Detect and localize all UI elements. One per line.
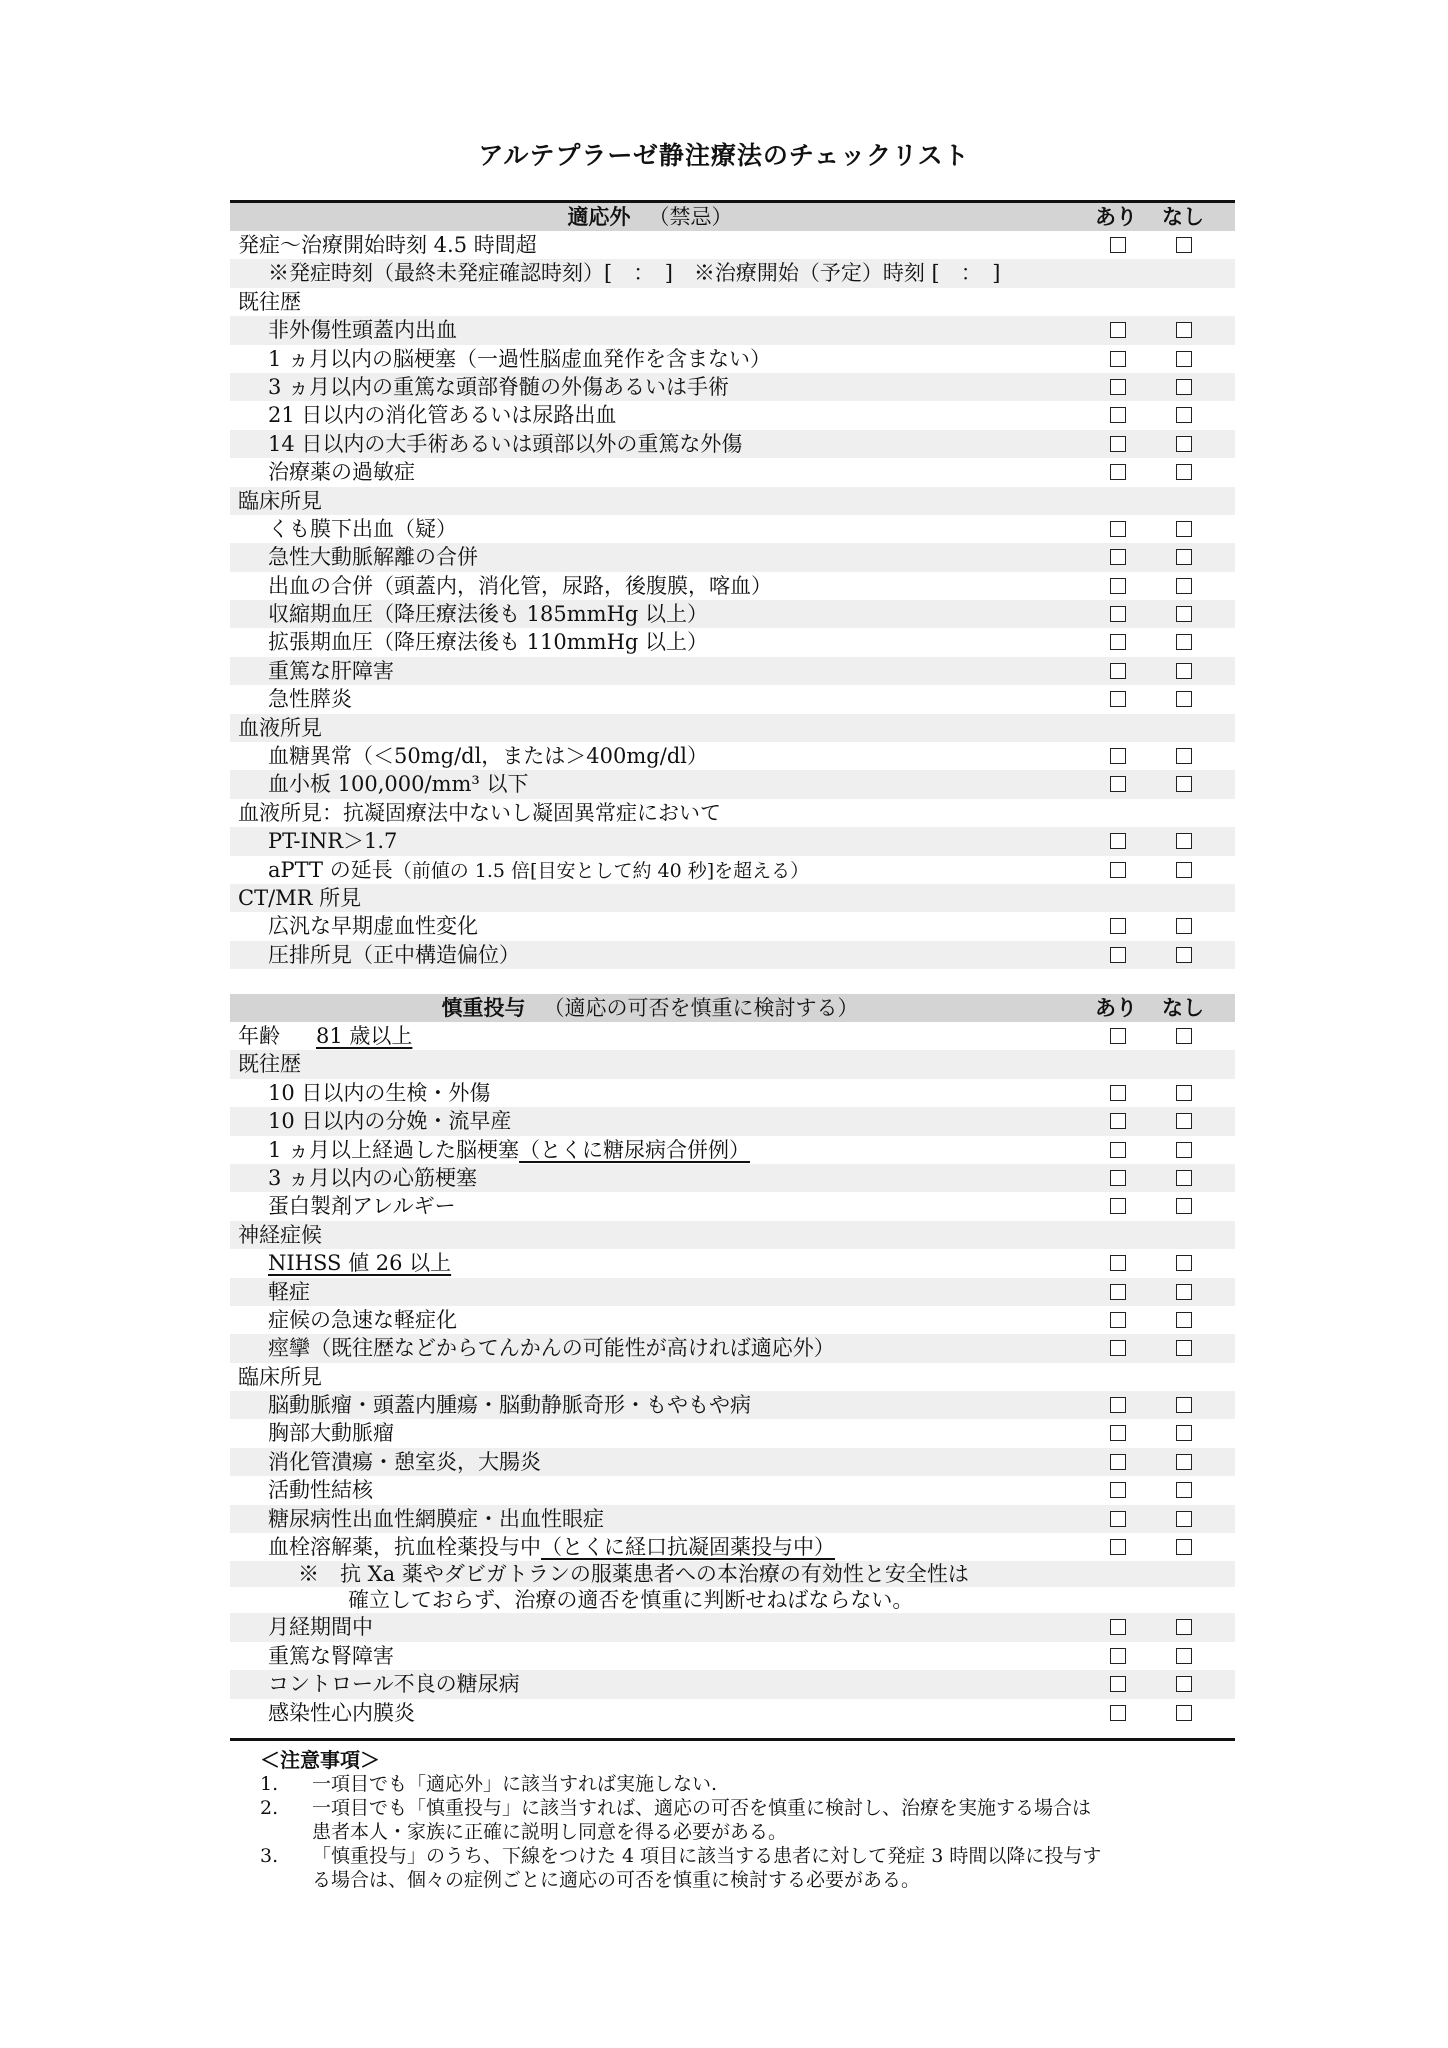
no-checkbox[interactable] xyxy=(1176,1705,1192,1721)
no-checkbox[interactable] xyxy=(1176,1085,1192,1101)
note-item xyxy=(230,1796,1240,1820)
yes-checkbox[interactable] xyxy=(1110,691,1126,707)
no-checkbox[interactable] xyxy=(1176,407,1192,423)
careful-administration-table xyxy=(230,994,1235,1727)
yes-checkbox[interactable] xyxy=(1110,237,1126,253)
row-label: 広汎な早期虚血性変化 xyxy=(268,914,478,939)
yes-checkbox[interactable] xyxy=(1110,776,1126,792)
no-checkbox[interactable] xyxy=(1176,379,1192,395)
checklist-row xyxy=(230,1136,1235,1164)
checklist-row xyxy=(230,401,1235,429)
category-row xyxy=(230,799,1235,827)
row-label: 10 日以内の生検・外傷 xyxy=(268,1080,491,1105)
checklist-row xyxy=(230,657,1235,685)
category-label: 血液所見 xyxy=(238,715,322,740)
anticoagulant-note-line xyxy=(230,1561,1235,1587)
careful-administration-header xyxy=(230,994,1235,1022)
yes-checkbox[interactable] xyxy=(1110,663,1126,679)
category-label: 年齢 xyxy=(238,1024,280,1048)
yes-checkbox[interactable] xyxy=(1110,748,1126,764)
checklist-row xyxy=(230,515,1235,543)
checklist-row xyxy=(230,345,1235,373)
no-checkbox[interactable] xyxy=(1176,1539,1192,1555)
no-checkbox[interactable] xyxy=(1176,1482,1192,1498)
note-number: 2. xyxy=(260,1797,279,1819)
note-text: 確立しておらず、治療の適否を慎重に判断せねばならない。 xyxy=(348,1588,914,1613)
row-label: 収縮期血圧（降圧療法後も 185mmHg 以上） xyxy=(268,602,709,627)
row-detail: （とくに経口抗凝固薬投与中） xyxy=(541,1535,835,1560)
category-label: CT/MR 所見 xyxy=(238,885,362,910)
page-title: アルテプラーゼ静注療法のチェックリスト xyxy=(478,141,970,170)
note-number: 1. xyxy=(260,1773,279,1795)
yes-checkbox[interactable] xyxy=(1110,407,1126,423)
row-label: 重篤な腎障害 xyxy=(268,1643,394,1668)
yes-checkbox[interactable] xyxy=(1110,1028,1126,1044)
checklist-row xyxy=(230,1533,1235,1561)
row-label: 重篤な肝障害 xyxy=(268,658,394,683)
row-label: 圧排所見（正中構造偏位） xyxy=(268,942,520,967)
category-label: 既往歴 xyxy=(238,289,301,314)
no-checkbox[interactable] xyxy=(1176,1142,1192,1158)
no-checkbox[interactable] xyxy=(1176,1511,1192,1527)
yes-checkbox[interactable] xyxy=(1110,1113,1126,1129)
no-checkbox[interactable] xyxy=(1176,322,1192,338)
yes-checkbox[interactable] xyxy=(1110,1648,1126,1664)
note-text: 「慎重投与」のうち、下線をつけた 4 項目に該当する患者に対して発症 3 時間以降に投与す xyxy=(312,1845,1102,1867)
yes-checkbox[interactable] xyxy=(1110,322,1126,338)
no-checkbox[interactable] xyxy=(1176,1198,1192,1214)
notes-section xyxy=(230,1748,1240,1892)
category-row xyxy=(230,714,1235,742)
section-title: 慎重投与 xyxy=(441,995,526,1020)
section-heading xyxy=(230,994,1070,1022)
no-checkbox[interactable] xyxy=(1176,237,1192,253)
row-label: 血糖異常（＜50mg/dl，または＞400mg/dl） xyxy=(268,744,708,769)
row-label: 痙攣（既往歴などからてんかんの可能性が高ければ適応外） xyxy=(268,1336,835,1361)
onset-time-row xyxy=(230,259,1235,287)
checklist-row xyxy=(230,572,1235,600)
yes-checkbox[interactable] xyxy=(1110,464,1126,480)
contraindication-rows xyxy=(230,231,1235,969)
note-text: 一項目でも「慎重投与」に該当すれば、適応の可否を慎重に検討し、治療を実施する場合は xyxy=(312,1797,1092,1819)
row-label: 軽症 xyxy=(268,1279,310,1304)
checklist-row xyxy=(230,1192,1235,1220)
row-label: 消化管潰瘍・憩室炎，大腸炎 xyxy=(268,1449,541,1474)
row-label: 急性大動脈解離の合併 xyxy=(268,545,478,570)
yes-checkbox[interactable] xyxy=(1110,862,1126,878)
checklist-row xyxy=(230,1079,1235,1107)
yes-checkbox[interactable] xyxy=(1110,1619,1126,1635)
category-label: 既往歴 xyxy=(238,1052,301,1077)
checklist-row xyxy=(230,430,1235,458)
category-label: 神経症候 xyxy=(238,1222,322,1247)
row-label: 3 ヵ月以内の心筋梗塞 xyxy=(268,1165,478,1190)
row-label: 症候の急速な軽症化 xyxy=(268,1307,457,1332)
no-checkbox[interactable] xyxy=(1176,1170,1192,1186)
row-label: コントロール不良の糖尿病 xyxy=(268,1672,520,1697)
no-checkbox[interactable] xyxy=(1176,776,1192,792)
row-detail: （とくに糖尿病合併例） xyxy=(519,1137,751,1162)
note-item-continued xyxy=(230,1868,1240,1892)
no-checkbox[interactable] xyxy=(1176,862,1192,878)
yes-checkbox[interactable] xyxy=(1110,918,1126,934)
yes-checkbox[interactable] xyxy=(1110,1340,1126,1356)
column-no: なし xyxy=(1162,995,1204,1020)
checklist-row xyxy=(230,1391,1235,1419)
row-label: aPTT の延長 xyxy=(268,857,393,882)
row-detail: （前値の 1.5 倍[目安として約 40 秒]を超える） xyxy=(392,859,810,882)
no-checkbox[interactable] xyxy=(1176,918,1192,934)
row-label: 21 日以内の消化管あるいは尿路出血 xyxy=(268,403,617,428)
no-checkbox[interactable] xyxy=(1176,1676,1192,1692)
note-text: 患者本人・家族に正確に説明し同意を得る必要がある。 xyxy=(312,1821,788,1843)
note-item xyxy=(230,1772,1240,1796)
no-checkbox[interactable] xyxy=(1176,436,1192,452)
checklist-row xyxy=(230,600,1235,628)
yes-checkbox[interactable] xyxy=(1110,436,1126,452)
checklist-row xyxy=(230,1164,1235,1192)
no-checkbox[interactable] xyxy=(1176,1255,1192,1271)
note-item-continued xyxy=(230,1820,1240,1844)
category-label: 臨床所見 xyxy=(238,488,322,513)
category-row xyxy=(230,1363,1235,1391)
row-label: 糖尿病性出血性網膜症・出血性眼症 xyxy=(268,1506,604,1531)
section-subtitle: （適応の可否を慎重に検討する） xyxy=(543,996,859,1020)
yes-checkbox[interactable] xyxy=(1110,379,1126,395)
category-row xyxy=(230,884,1235,912)
yes-checkbox[interactable] xyxy=(1110,1397,1126,1413)
section-title: 適応外 xyxy=(567,204,631,229)
row-label: 脳動脈瘤・頭蓋内腫瘍・脳動静脈奇形・もやもや病 xyxy=(268,1393,751,1418)
category-label: 臨床所見 xyxy=(238,1364,322,1389)
checklist-row xyxy=(230,912,1235,940)
row-label: 非外傷性頭蓋内出血 xyxy=(268,318,457,343)
checklist-row xyxy=(230,373,1235,401)
no-checkbox[interactable] xyxy=(1176,1648,1192,1664)
row-label: 感染性心内膜炎 xyxy=(268,1700,415,1725)
column-yes: あり xyxy=(1095,204,1137,229)
checklist-row xyxy=(230,458,1235,486)
row-label: 発症～治療開始時刻 4.5 時間超 xyxy=(238,233,537,257)
category-label: 血液所見：抗凝固療法中ないし凝固異常症において xyxy=(238,800,721,825)
category-row xyxy=(230,1221,1235,1249)
checklist-row xyxy=(230,1670,1235,1698)
row-label: 月経期間中 xyxy=(268,1615,373,1640)
no-checkbox[interactable] xyxy=(1176,1425,1192,1441)
checklist-row xyxy=(230,1419,1235,1447)
category-row xyxy=(230,288,1235,316)
yes-checkbox[interactable] xyxy=(1110,1142,1126,1158)
category-row xyxy=(230,487,1235,515)
no-checkbox[interactable] xyxy=(1176,1454,1192,1470)
row-label: ※発症時刻（最終未発症確認時刻）[ ： ] ※治療開始（予定）時刻 [ ： ] xyxy=(268,261,1001,286)
no-checkbox[interactable] xyxy=(1176,1312,1192,1328)
checklist-row xyxy=(230,543,1235,571)
row-label: 3 ヵ月以内の重篤な頭部脊髄の外傷あるいは手術 xyxy=(268,374,730,399)
checklist-row xyxy=(230,827,1235,855)
checklist-row xyxy=(230,1334,1235,1362)
yes-checkbox[interactable] xyxy=(1110,1085,1126,1101)
anticoagulant-note-line xyxy=(230,1587,1235,1613)
checklist-row xyxy=(230,1306,1235,1334)
row-label: 治療薬の過敏症 xyxy=(268,460,415,485)
table-bottom-rule xyxy=(230,1738,1235,1741)
no-checkbox[interactable] xyxy=(1176,606,1192,622)
category-row xyxy=(230,1050,1235,1078)
checklist-row xyxy=(230,1022,1235,1050)
row-label: 拡張期血圧（降圧療法後も 110mmHg 以上） xyxy=(268,630,709,655)
row-label: 14 日以内の大手術あるいは頭部以外の重篤な外傷 xyxy=(268,431,743,456)
no-checkbox[interactable] xyxy=(1176,351,1192,367)
row-label: 血小板 100,000/mm³ 以下 xyxy=(268,772,529,797)
row-label: 10 日以内の分娩・流早産 xyxy=(268,1109,512,1134)
checklist-row xyxy=(230,941,1235,969)
checklist-row xyxy=(230,770,1235,798)
no-checkbox[interactable] xyxy=(1176,1397,1192,1413)
yes-checkbox[interactable] xyxy=(1110,351,1126,367)
row-label: 蛋白製剤アレルギー xyxy=(268,1194,456,1219)
no-checkbox[interactable] xyxy=(1176,549,1192,565)
contraindication-table xyxy=(230,200,1235,969)
note-text: 一項目でも「適応外」に該当すれば実施しない. xyxy=(312,1773,718,1795)
no-checkbox[interactable] xyxy=(1176,578,1192,594)
no-checkbox[interactable] xyxy=(1176,691,1192,707)
no-checkbox[interactable] xyxy=(1176,1340,1192,1356)
no-checkbox[interactable] xyxy=(1176,521,1192,537)
note-number: 3. xyxy=(260,1845,279,1867)
notes-heading: ＜注意事項＞ xyxy=(260,1748,380,1772)
checklist-row xyxy=(230,1642,1235,1670)
no-checkbox[interactable] xyxy=(1176,663,1192,679)
yes-checkbox[interactable] xyxy=(1110,1705,1126,1721)
checklist-row xyxy=(230,742,1235,770)
yes-checkbox[interactable] xyxy=(1110,634,1126,650)
no-checkbox[interactable] xyxy=(1176,464,1192,480)
no-checkbox[interactable] xyxy=(1176,748,1192,764)
row-label: 1 ヵ月以内の脳梗塞（一過性脳虚血発作を含まない） xyxy=(268,346,772,371)
row-label: 活動性結核 xyxy=(268,1478,373,1503)
no-checkbox[interactable] xyxy=(1176,833,1192,849)
checklist-row xyxy=(230,316,1235,344)
row-label: 血栓溶解薬，抗血栓薬投与中 xyxy=(268,1535,541,1560)
note-item xyxy=(230,1844,1240,1868)
yes-checkbox[interactable] xyxy=(1110,1312,1126,1328)
row-label: くも膜下出血（疑） xyxy=(268,516,457,541)
checklist-row xyxy=(230,1278,1235,1306)
yes-checkbox[interactable] xyxy=(1110,1425,1126,1441)
no-checkbox[interactable] xyxy=(1176,1028,1192,1044)
yes-checkbox[interactable] xyxy=(1110,1255,1126,1271)
section-subtitle: （禁忌） xyxy=(648,205,733,229)
yes-checkbox[interactable] xyxy=(1110,1539,1126,1555)
checklist-row xyxy=(230,231,1235,259)
yes-checkbox[interactable] xyxy=(1110,1170,1126,1186)
row-label: 出血の合併（頭蓋内，消化管，尿路，後腹膜，喀血） xyxy=(268,573,772,598)
yes-checkbox[interactable] xyxy=(1110,947,1126,963)
row-label: 1 ヵ月以上経過した脳梗塞 xyxy=(268,1137,520,1162)
checklist-row xyxy=(230,628,1235,656)
note-text: ※ 抗 Xa 薬やダビガトランの服薬患者への本治療の有効性と安全性は xyxy=(298,1562,969,1587)
yes-checkbox[interactable] xyxy=(1110,606,1126,622)
section-heading xyxy=(230,203,1070,231)
yes-checkbox[interactable] xyxy=(1110,1284,1126,1300)
checklist-row xyxy=(230,1699,1235,1727)
row-label: NIHSS 値 26 以上 xyxy=(268,1251,452,1276)
checklist-row xyxy=(230,1107,1235,1135)
checklist-row xyxy=(230,1505,1235,1533)
yes-checkbox[interactable] xyxy=(1110,1454,1126,1470)
contraindication-header xyxy=(230,200,1235,231)
checklist-row xyxy=(230,1448,1235,1476)
yes-checkbox[interactable] xyxy=(1110,833,1126,849)
no-checkbox[interactable] xyxy=(1176,1113,1192,1129)
row-label: 急性膵炎 xyxy=(268,687,352,712)
checklist-row xyxy=(230,1613,1235,1641)
row-label: 81 歳以上 xyxy=(316,1024,413,1048)
yes-checkbox[interactable] xyxy=(1110,1198,1126,1214)
note-text: る場合は、個々の症例ごとに適応の可否を慎重に検討する必要がある。 xyxy=(312,1869,921,1891)
no-checkbox[interactable] xyxy=(1176,1284,1192,1300)
checklist-row xyxy=(230,685,1235,713)
no-checkbox[interactable] xyxy=(1176,947,1192,963)
no-checkbox[interactable] xyxy=(1176,634,1192,650)
yes-checkbox[interactable] xyxy=(1110,1511,1126,1527)
column-no: なし xyxy=(1162,204,1204,229)
checklist-row xyxy=(230,1476,1235,1504)
row-label: 胸部大動脈瘤 xyxy=(268,1421,394,1446)
yes-checkbox[interactable] xyxy=(1110,549,1126,565)
yes-checkbox[interactable] xyxy=(1110,1482,1126,1498)
no-checkbox[interactable] xyxy=(1176,1619,1192,1635)
yes-checkbox[interactable] xyxy=(1110,521,1126,537)
checklist-row xyxy=(230,1249,1235,1277)
row-label: PT-INR＞1.7 xyxy=(268,829,398,854)
checklist-row xyxy=(230,856,1235,884)
yes-checkbox[interactable] xyxy=(1110,1676,1126,1692)
yes-checkbox[interactable] xyxy=(1110,578,1126,594)
careful-administration-rows xyxy=(230,1022,1235,1727)
column-yes: あり xyxy=(1095,995,1137,1020)
